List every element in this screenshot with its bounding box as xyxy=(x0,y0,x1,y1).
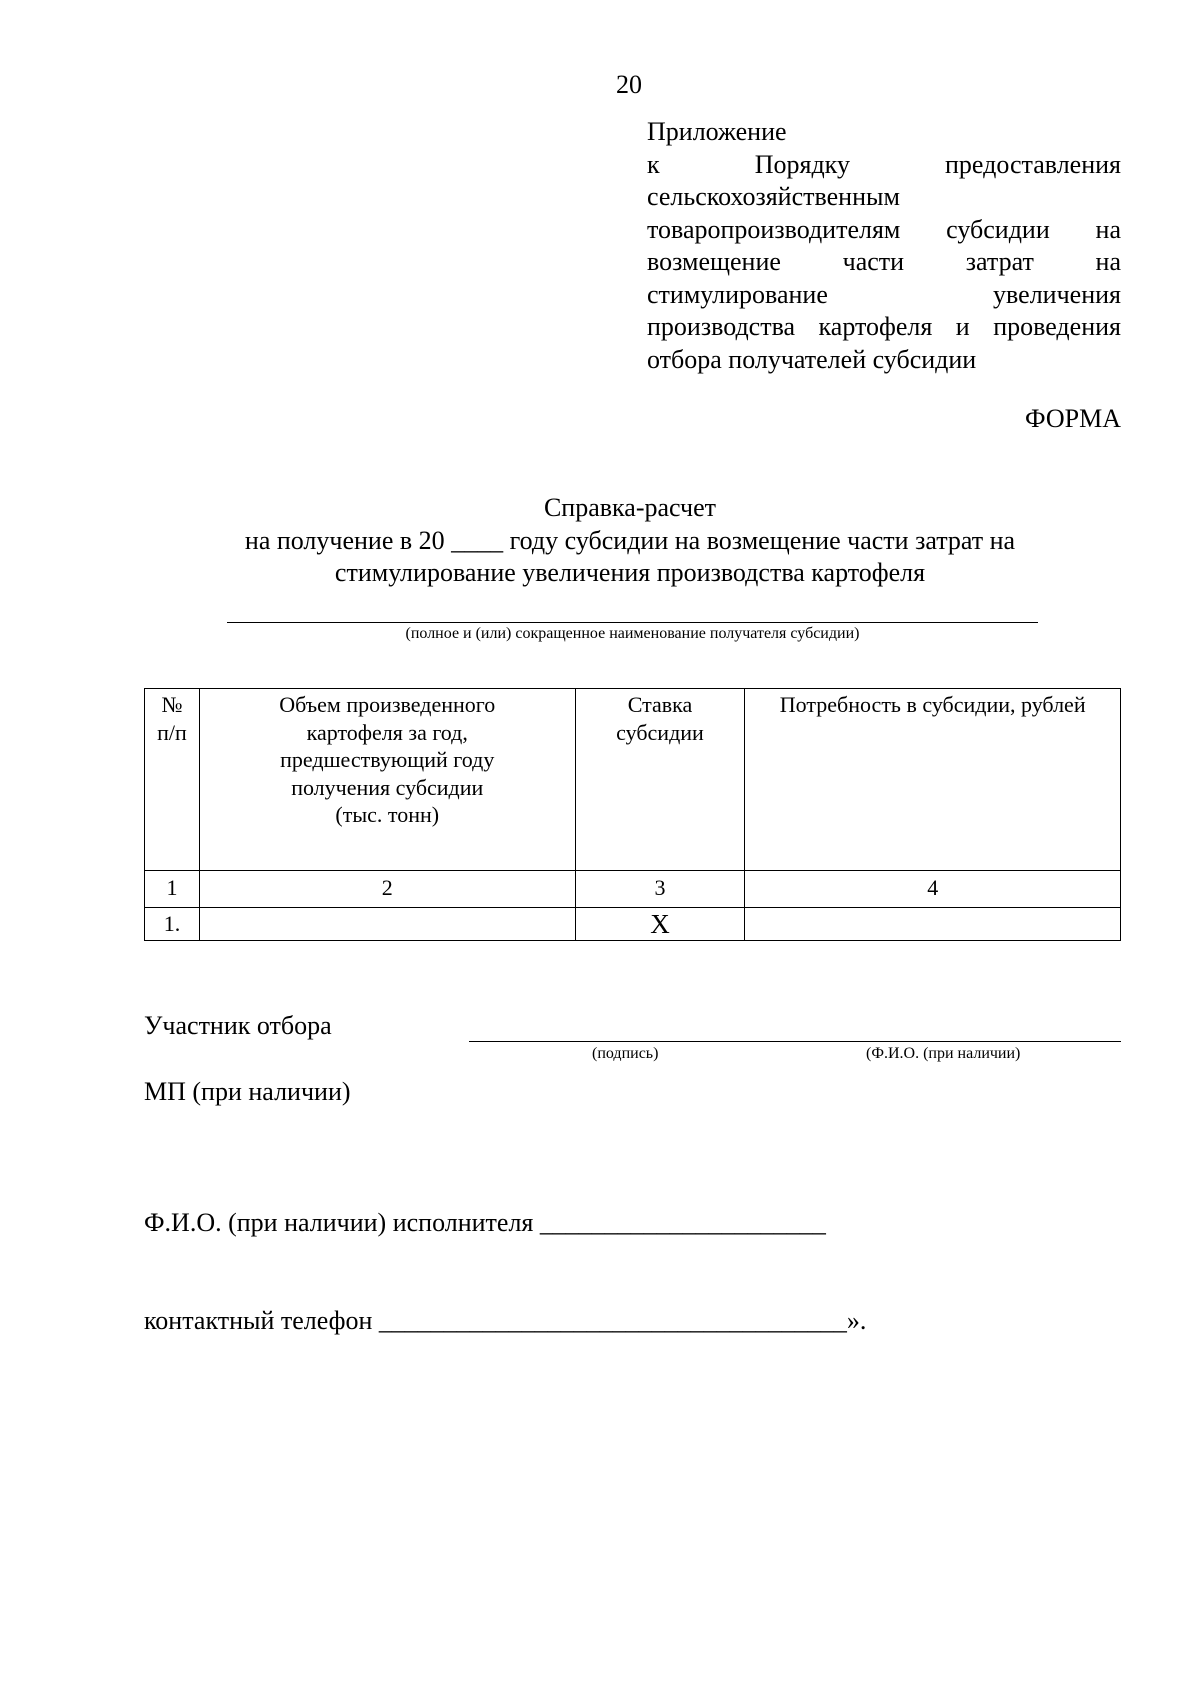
table-cell: 1. xyxy=(145,908,200,941)
form-label: ФОРМА xyxy=(1025,404,1121,433)
annex-line: Приложение xyxy=(647,117,787,146)
title-line-3: стимулирование увеличения производства картофеля xyxy=(334,558,926,587)
annex-line: производства картофеля и проведения xyxy=(647,312,1121,341)
stamp-label: МП (при наличии) xyxy=(144,1077,351,1106)
column-number: 3 xyxy=(575,871,745,908)
signature-caption: (подпись) xyxy=(592,1045,659,1062)
name-caption: (Ф.И.О. (при наличии) xyxy=(866,1045,1021,1062)
executor-name-line: Ф.И.О. (при наличии) исполнителя ______________________ xyxy=(144,1208,826,1237)
annex-line: товаропроизводителям субсидии на xyxy=(647,214,1121,244)
header-number: № п/п xyxy=(157,692,187,745)
executor-block xyxy=(144,1142,866,1370)
recipient-caption: (полное и (или) сокращенное наименование получателя субсидии) xyxy=(405,625,860,642)
header-cell xyxy=(199,689,575,871)
column-number: 1 xyxy=(145,871,200,908)
table-cell: X xyxy=(575,908,745,941)
annex-line: отбора получателей субсидии xyxy=(647,344,977,374)
annex-line: сельскохозяйственным xyxy=(647,182,900,211)
annex-line: стимулирование увеличения xyxy=(647,279,1121,309)
executor-phone-line: контактный телефон ____________________________________». xyxy=(144,1305,867,1335)
title-line-1: Справка-расчет xyxy=(543,493,717,522)
table-cell[interactable] xyxy=(745,908,1121,941)
table-header-row xyxy=(145,689,1121,871)
table-cell[interactable] xyxy=(199,908,575,941)
header-cell xyxy=(575,689,745,871)
table-row xyxy=(145,908,1121,941)
annex-line: возмещение части затрат на xyxy=(647,247,1121,276)
header-cell xyxy=(745,689,1121,871)
document-title xyxy=(140,492,1120,590)
recipient-name-line xyxy=(227,622,1038,623)
column-number: 4 xyxy=(745,871,1121,908)
table-row xyxy=(145,871,1121,908)
subsidy-table xyxy=(144,688,1121,941)
annex-block xyxy=(647,116,1121,376)
header-cell xyxy=(145,689,200,871)
header-need: Потребность в субсидии, рублей xyxy=(779,692,1086,717)
signature-line[interactable] xyxy=(469,1041,1121,1042)
column-number: 2 xyxy=(199,871,575,908)
title-line-2: на получение в 20 ____ году субсидии на возмещение части затрат на xyxy=(244,525,1016,555)
annex-line: к Порядку предоставления xyxy=(647,149,1121,179)
participant-label: Участник отбора xyxy=(144,1011,332,1040)
header-rate: Ставка субсидии xyxy=(616,692,704,745)
header-volume: Объем произведенного картофеля за год, предшествующий году получения субсидии (тыс. тонн) xyxy=(279,692,496,827)
page-number: 20 xyxy=(616,70,642,99)
